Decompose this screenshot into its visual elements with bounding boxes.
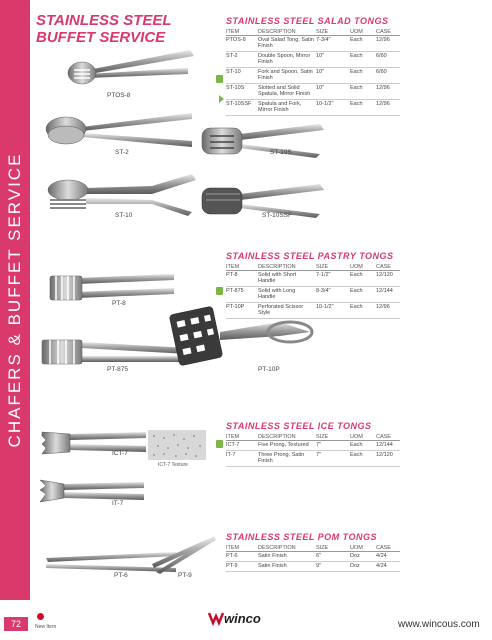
cell-item: PT-6 (226, 552, 258, 562)
cell-size: 10" (316, 52, 350, 68)
sidebar-label: CHAFERS & BUFFET SERVICE (5, 152, 24, 448)
caption-pt-6: PT-6 (114, 572, 128, 579)
cell-case: 12/96 (376, 303, 400, 319)
header-description: DESCRIPTION (258, 28, 316, 36)
caption-pt-875: PT-875 (107, 366, 128, 373)
pt-9-image (150, 534, 220, 574)
header-uom: UOM (350, 544, 376, 552)
header-uom: UOM (350, 28, 376, 36)
cell-item: PTOS-8 (226, 36, 258, 52)
ice-tongs-title: STAINLESS STEEL ICE TONGS (226, 421, 372, 431)
cell-item: PT-9 (226, 562, 258, 572)
table-header (226, 544, 400, 552)
cell-uom: Each (350, 84, 376, 100)
cell-uom: Each (350, 451, 376, 467)
header-description: DESCRIPTION (258, 263, 316, 271)
pastry-tongs-title: STAINLESS STEEL PASTRY TONGS (226, 251, 394, 261)
pom-tongs-table (226, 544, 400, 572)
ict-7-image (40, 428, 150, 458)
cell-case: 4/24 (376, 562, 400, 572)
cell-uom: Each (350, 68, 376, 84)
caption-pt-9: PT-9 (178, 572, 192, 579)
caption-ict-7: ICT-7 (112, 450, 128, 457)
cell-case: 12/96 (376, 36, 400, 52)
cell-description: Five Prong, Textured (258, 441, 316, 451)
cell-size: 10" (316, 68, 350, 84)
cell-item: PT-10P (226, 303, 258, 319)
cell-size: 7" (316, 441, 350, 451)
st-2-image (42, 105, 202, 155)
it-7-image (38, 476, 148, 506)
cell-uom: Each (350, 303, 376, 319)
table-row (226, 100, 400, 116)
table-row (226, 36, 400, 52)
cell-description: Satin Finish (258, 562, 316, 572)
table-row (226, 451, 400, 467)
header-size: SIZE (316, 433, 350, 441)
cell-size: 10-1/2" (316, 303, 350, 319)
ptos-8-image (60, 40, 210, 100)
cell-item: ST-10S (226, 84, 258, 100)
section-sidebar (0, 0, 30, 600)
table-row (226, 271, 400, 287)
table-header (226, 28, 400, 36)
cell-uom: Each (350, 271, 376, 287)
cell-uom: Doz (350, 562, 376, 572)
header-uom: UOM (350, 433, 376, 441)
caption-ict-7-texture: ICT-7 Texture (158, 462, 188, 468)
cell-uom: Each (350, 441, 376, 451)
website-url[interactable]: www.wincous.com (398, 619, 480, 630)
cell-item: PT-875 (226, 287, 258, 303)
cell-size: 10-1/2" (316, 100, 350, 116)
table-row (226, 441, 400, 451)
logo-text: winco (224, 611, 261, 626)
header-description: DESCRIPTION (258, 433, 316, 441)
cell-uom: Each (350, 100, 376, 116)
header-size: SIZE (316, 28, 350, 36)
header-case: CASE (376, 433, 400, 441)
cell-description: Oval Salad Tong, Satin Finish (258, 36, 316, 52)
header-case: CASE (376, 544, 400, 552)
table-row (226, 84, 400, 100)
new-item-legend: New Item (35, 624, 57, 630)
salad-tongs-title: STAINLESS STEEL SALAD TONGS (226, 16, 389, 26)
cell-case: 6/60 (376, 52, 400, 68)
table-row (226, 52, 400, 68)
header-item: ITEM (226, 28, 258, 36)
page-number: 72 (4, 617, 28, 631)
cell-item: ST-10SSF (226, 100, 258, 116)
caption-it-7: IT-7 (112, 500, 124, 507)
cell-case: 4/24 (376, 552, 400, 562)
cell-description: Perforated Scissor Style (258, 303, 316, 319)
cell-size: 8-3/4" (316, 287, 350, 303)
table-row (226, 68, 400, 84)
cell-size: 10" (316, 84, 350, 100)
header-case: CASE (376, 263, 400, 271)
cell-size: 7-3/4" (316, 36, 350, 52)
table-header (226, 433, 400, 441)
cell-description: Three Prong, Satin Finish (258, 451, 316, 467)
pt-875-image (40, 334, 190, 370)
caption-st-10: ST-10 (115, 212, 133, 219)
caption-pt-8: PT-8 (112, 300, 126, 307)
table-row (226, 552, 400, 562)
header-size: SIZE (316, 263, 350, 271)
table-row (226, 287, 400, 303)
st-10s-image (200, 118, 330, 162)
cell-case: 12/96 (376, 84, 400, 100)
winco-logo (207, 610, 267, 626)
caption-ptos-8: PTOS-8 (107, 92, 131, 99)
cell-uom: Each (350, 287, 376, 303)
new-item-icon (216, 287, 223, 295)
table-header (226, 263, 400, 271)
header-item: ITEM (226, 433, 258, 441)
header-uom: UOM (350, 263, 376, 271)
pom-tongs-title: STAINLESS STEEL POM TONGS (226, 532, 378, 542)
new-item-icon (216, 75, 223, 83)
cell-case: 12/120 (376, 451, 400, 467)
cell-item: ST-2 (226, 52, 258, 68)
cell-item: ICT-7 (226, 441, 258, 451)
cell-case: 12/144 (376, 287, 400, 303)
ict-7-texture-image (148, 430, 206, 460)
table-row (226, 562, 400, 572)
cell-case: 12/96 (376, 100, 400, 116)
ice-tongs-table (226, 433, 400, 467)
header-item: ITEM (226, 544, 258, 552)
cell-description: Solid with Long Handle (258, 287, 316, 303)
cell-size: 7" (316, 451, 350, 467)
cell-description: Fork and Spoon, Satin Finish (258, 68, 316, 84)
cell-description: Slotted and Solid Spatula, Mirror Finish (258, 84, 316, 100)
salad-tongs-table (226, 28, 400, 116)
header-case: CASE (376, 28, 400, 36)
st-10-image (42, 168, 202, 218)
cell-item: IT-7 (226, 451, 258, 467)
cell-case: 6/60 (376, 68, 400, 84)
new-item-icon (216, 440, 223, 448)
caption-st-2: ST-2 (115, 149, 129, 156)
cell-description: Double Spoon, Mirror Finish (258, 52, 316, 68)
cell-description: Spatula and Fork, Mirror Finish (258, 100, 316, 116)
caption-st-10ssf: ST-10SSF (262, 212, 292, 219)
cell-uom: Each (350, 52, 376, 68)
pt-10p-image (170, 302, 320, 372)
header-item: ITEM (226, 263, 258, 271)
page-title-line2: BUFFET SERVICE (36, 29, 166, 46)
cell-case: 12/120 (376, 271, 400, 287)
cell-uom: Each (350, 36, 376, 52)
cell-uom: Doz (350, 552, 376, 562)
cell-size: 9" (316, 562, 350, 572)
caption-pt-10p: PT-10P (258, 366, 280, 373)
caption-st-10s: ST-10S (270, 149, 292, 156)
cell-description: Satin Finish (258, 552, 316, 562)
cell-size: 6" (316, 552, 350, 562)
cell-description: Solid with Short Handle (258, 271, 316, 287)
cell-item: ST-10 (226, 68, 258, 84)
header-description: DESCRIPTION (258, 544, 316, 552)
header-size: SIZE (316, 544, 350, 552)
arrow-icon (219, 95, 224, 103)
cell-size: 7-1/2" (316, 271, 350, 287)
page-title-line1: STAINLESS STEEL (36, 12, 172, 29)
cell-item: PT-8 (226, 271, 258, 287)
new-item-dot-icon (37, 613, 44, 620)
cell-case: 12/144 (376, 441, 400, 451)
